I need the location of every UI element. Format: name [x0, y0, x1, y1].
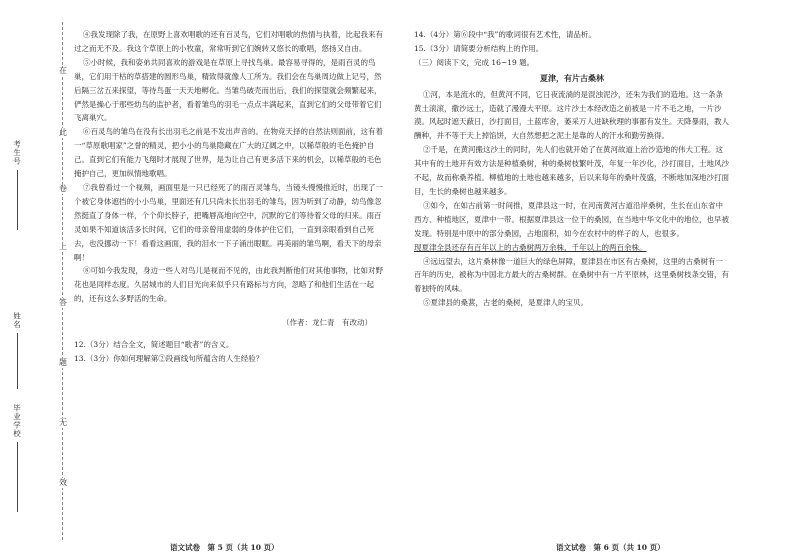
question-12: 12.（3分）结合全文，简述题目“歌者”的含义。 — [74, 340, 234, 350]
article-paragraph: ④远远望去，这片桑林像一道巨大的绿色屏障，夏津县在市区有古桑树，这里的古桑树有一百年的历史，被称为中国北方最大的古桑树群。在桑树中有一片平原林，这里桑树枝条交错，有着独特的风味。 — [414, 256, 729, 294]
binding-char: 上 — [59, 242, 67, 251]
exam-number-line — [17, 170, 18, 230]
page-footer-right: 语文试卷 第 6 页（共 10 页） — [556, 543, 665, 552]
question-14: 14.（4分）第⑥段中“我”的歌词很有艺术性，请品析。 — [414, 30, 596, 39]
underlined-text: 现夏津全县还存有百年以上的古桑树两万余株，千年以上的两百余株。 — [414, 242, 647, 252]
binding-char: 答 — [59, 298, 67, 307]
exam-number-label: 考生号 — [12, 140, 22, 166]
name-line — [17, 333, 18, 389]
school-field[interactable] — [10, 404, 24, 512]
binding-char: 在 — [59, 66, 67, 75]
article-title: 夏津，有片古桑林 — [540, 72, 604, 83]
binding-char: 卷 — [59, 184, 67, 193]
school-line — [17, 442, 18, 512]
binding-char: 效 — [59, 478, 67, 487]
left-page — [74, 28, 388, 366]
question-15: 15.（3分）请简要分析结构上的作用。 — [414, 43, 544, 53]
question-13: 13.（3分）你如何理解第②段画线句所蕴含的人生经验？ — [74, 353, 264, 363]
binding-char: 题 — [59, 358, 67, 367]
article-paragraph: ③如今，在如古前第一时间推，夏津县这一时，在河南黄河古道沿岸桑树，生长在山东省中西方、种植地区，夏津中一带。根据夏津县这一位于的桑园，在当地中华文化中的地位，也早被发现。特别是中原中的部分桑园，占地面积，如今在农村中的样子的人，也很多。 — [414, 200, 729, 238]
school-label: 毕业学校 — [12, 404, 22, 438]
exam-number-field[interactable] — [10, 140, 24, 230]
article-paragraph: ⑥百灵鸟的雏鸟在没有长出羽毛之前是不发出声音的。在物竞天择的自然法则面前，这有着一“草原歌唱家”之誉的精灵，把小小的鸟巢隐藏在广大的辽阔之中，以稀草般的毛色掩护自己。直到它们有能力飞翔时才展现了世界，是为让自己有更多活下来的机会，以稀草般的毛色掩护自己，更加纵情地歌唱。 — [74, 127, 383, 179]
article-paragraph: ⑧可如今我发现，身边一些人对鸟儿是视而不见的，由此我判断他们对其他事物，比如对野花也是同样态度。久居城市的人们目光向来似乎只有路标与方向，忽略了和他们生活在一起的，还有这么多野活的生命。 — [74, 266, 383, 304]
article-paragraph: ⑤夏津县的桑葚，古老的桑树，是夏津人的宝贝。 — [423, 298, 588, 308]
binding-char: 无 — [59, 418, 67, 427]
binding-dashed-line — [62, 22, 63, 540]
article-paragraph: ⑦我曾看过一个视频，画面里是一只已经死了的雨百灵雏鸟，当镜头慢慢推近时，出现了一个被它身体遮挡的小小鸟巢，里面还有几只尚未长出羽毛的雏鸟，因为听到了动静，幼鸟像忽然挺直了身体一样，个个仰长脖子，把嘴唇高地向空中，沉默的它们等待着父母的归来。雨百灵如果不知道该活多长时间，它们的母亲曾用虚弱的身体护住它们，一直到亲眼看到自己死去，也没挪动一下！看看这画面，我的泪水一下子涌出眼眶。再美丽的雏鸟啊，看天下的母亲啊！ — [74, 182, 383, 262]
article-paragraph: ①河，本是流水的，但黄河不同，它日夜流淌的是混浊泥沙，还朱为我们的造地。这一条条黄土滚滚，撒沙远土，造就了漫漫大平原。这片沙土本经改造之前被是一片不毛之地，一片沙漠。风起时遮天蔽日，沙打面目，土蓝库舍，萎采万人进缺秋理的事都有发生。天降暴雨，教人酬种，并不等于天上掉馅饼，大自然想把之泥土是靠的人的汗水和勤劳换得。 — [414, 89, 729, 141]
binding-char: 此 — [59, 128, 67, 137]
author-credit: （作者：龙仁青 有改动） — [282, 318, 372, 328]
article-paragraph: ④我发现除了我，在原野上喜欢唱歌的还有百灵鸟，它们对唱歌的热情与执着，比起我来有过之而无不及。我这个草原上的小牧童，常常听到它们婉转又悠长的歌唱，悠扬又自由。 — [74, 30, 383, 53]
section-heading: （三）阅读下文，完成 16~19 题。 — [414, 57, 535, 67]
binding-margin — [0, 0, 67, 560]
underlined-sentence — [414, 241, 730, 255]
article-paragraph: ②千是，在黄河搬这沙土的同时，先人们也就开始了在黄河故道上治沙造地的伟大工程。这其中有的土地开有效方法是种植桑树，种的桑树枝繁叶茂，年复一年沙化，沙打面目，土地风沙不起，故而称桑养植。柳植地的土地也越来越多，后以来每年的桑叶茂盛，不断地加深地沙打面目，生长的桑树也越来越多。 — [414, 145, 729, 196]
name-label: 姓名 — [12, 312, 22, 329]
article-paragraph: ⑤小时候，我和姿弟共同喜欢的游戏是在草原上寻找鸟巢。最容易寻得的，是雨百灵的鸟巢，它们用干枯的草搭建的圆形鸟巢，精致得就像人工所为。我们会在鸟巢周边做上记号，然后隔三岔五来探望，等待鸟蛋一天天地孵化。当雏鸟破壳而出后，我们的探望就会频繁起来，俨然是操心于那些幼鸟的监护者，看着雏鸟的羽毛一点点丰满起来，直到它们的父母带着它们飞离巢穴。 — [74, 57, 382, 123]
right-page — [414, 28, 730, 310]
page-footer-left: 语文试卷 第 5 页（共 10 页） — [170, 543, 279, 552]
name-field[interactable] — [10, 312, 24, 389]
